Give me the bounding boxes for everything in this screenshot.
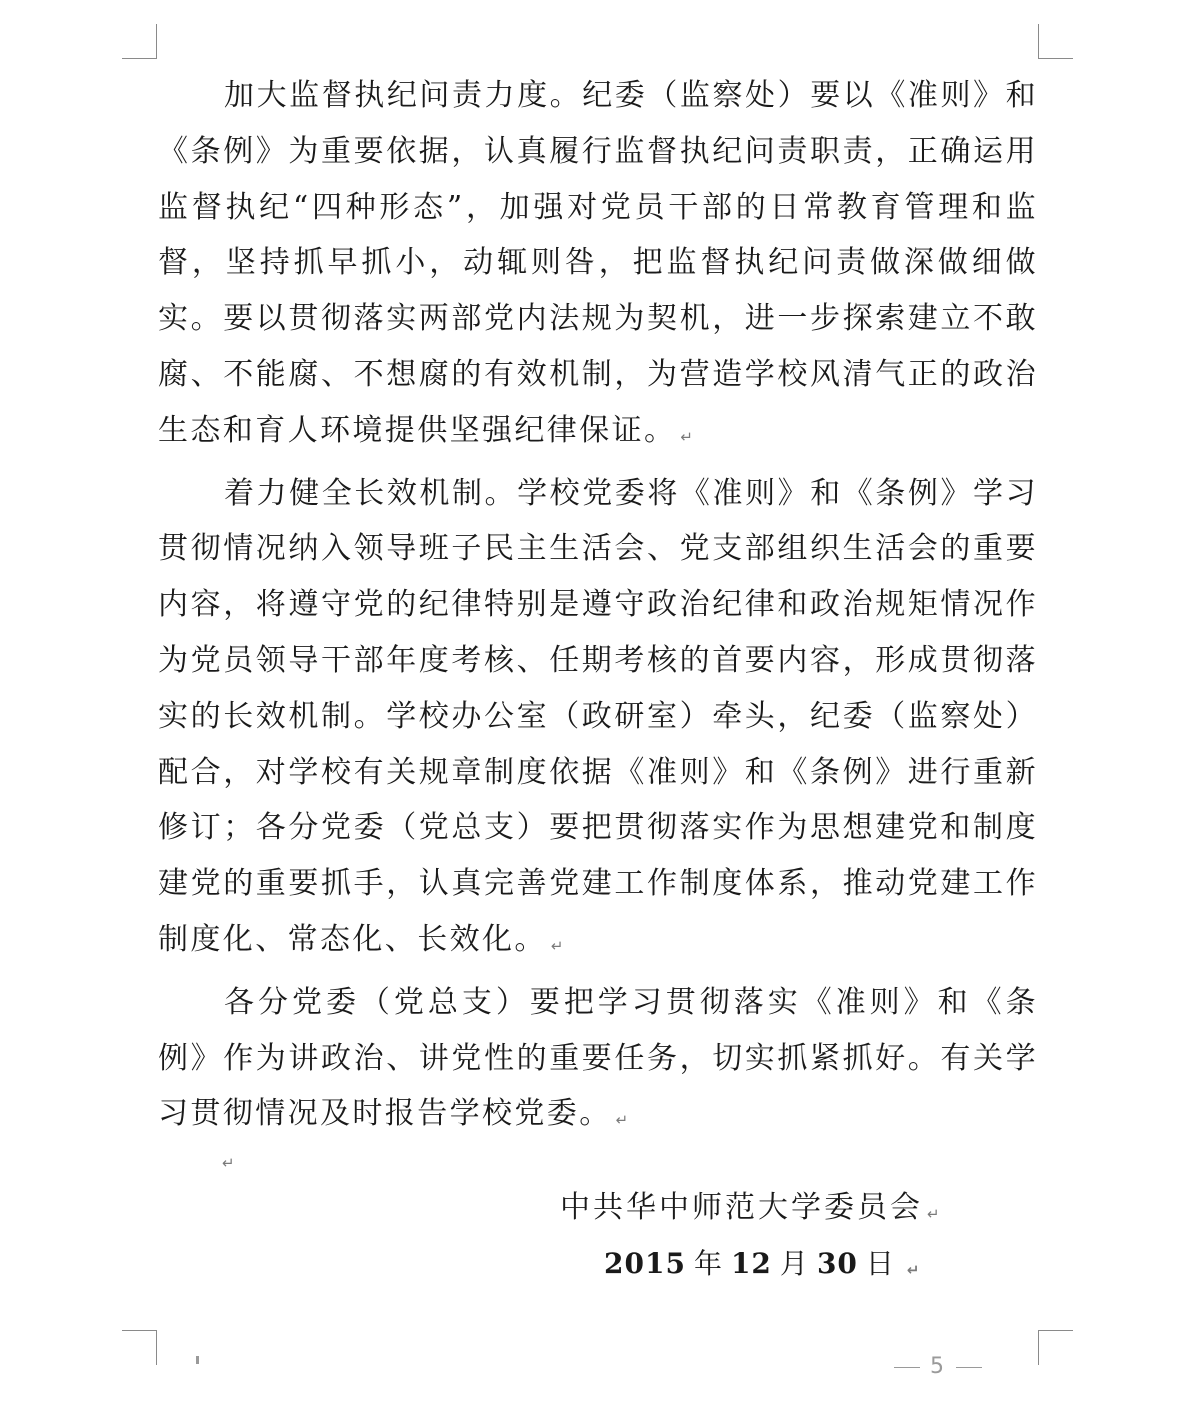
dash-right: [956, 1367, 982, 1368]
paragraph-mark-icon: ↵: [550, 936, 564, 955]
paragraph-text: 着力健全长效机制。学校党委将《准则》和《条例》学习贯彻情况纳入领导班子民主生活会、党支部组织生活会的重要内容，将遵守党的纪律特别是遵守政治纪律和政治规矩情况作为党员领导干部年度考核、任期考核的首要内容，形成贯彻落实的长效机制。学校办公室（政研室）牵头，纪委（监察处）配合，对学校有关规章制度依据《准则》和《条例》进行重新修订；各分党委（党总支）要把贯彻落实作为思想建党和制度建党的重要抓手，认真完善党建工作制度体系，推动党建工作制度化、常态化、长效化。: [158, 475, 1038, 957]
dash-left: [894, 1367, 920, 1368]
footer-marker: [196, 1356, 199, 1364]
crop-mark-top-left: [122, 24, 157, 59]
paragraph-mark-icon: ↵: [927, 1205, 940, 1223]
date-month-unit: 月: [779, 1247, 809, 1280]
date-year: 2015: [604, 1247, 686, 1280]
page-number-text: 5: [930, 1354, 946, 1379]
paragraph-mechanism: [158, 466, 1038, 975]
paragraph-report: [158, 975, 1038, 1149]
crop-mark-top-right: [1038, 24, 1073, 59]
document-date: [604, 1242, 920, 1292]
empty-paragraph: [218, 1146, 235, 1176]
document-body[interactable]: [158, 68, 1038, 1149]
date-day: 30: [816, 1247, 858, 1280]
date-month: 12: [730, 1247, 772, 1280]
signature: [560, 1186, 940, 1236]
paragraph-mark-icon: ↵: [222, 1154, 235, 1172]
page-number: [884, 1354, 992, 1379]
paragraph-text: 加大监督执纪问责力度。纪委（监察处）要以《准则》和《条例》为重要依据，认真履行监督执纪问责职责，正确运用监督执纪“四种形态”，加强对党员干部的日常教育管理和监督，坚持抓早抓小，动辄则咎，把监督执纪问责做深做细做实。要以贯彻落实两部党内法规为契机，进一步探索建立不敢腐、不能腐、不想腐的有效机制，为营造学校风清气正的政治生态和育人环境提供坚强纪律保证。: [158, 78, 1038, 448]
crop-mark-bottom-left: [122, 1330, 157, 1365]
date-year-unit: 年: [693, 1247, 723, 1280]
paragraph-text: 各分党委（党总支）要把学习贯彻落实《准则》和《条例》作为讲政治、讲党性的重要任务，切实抓紧抓好。有关学习贯彻情况及时报告学校党委。: [158, 984, 1038, 1132]
crop-mark-bottom-right: [1038, 1330, 1073, 1365]
date-day-unit: 日: [865, 1247, 895, 1280]
paragraph-mark-icon: ↵: [906, 1261, 920, 1279]
paragraph-mark-icon: ↵: [680, 427, 693, 446]
paragraph-mark-icon: ↵: [615, 1111, 629, 1130]
paragraph-supervision: [158, 68, 1038, 466]
signature-text: 中共华中师范大学委员会: [560, 1190, 923, 1225]
